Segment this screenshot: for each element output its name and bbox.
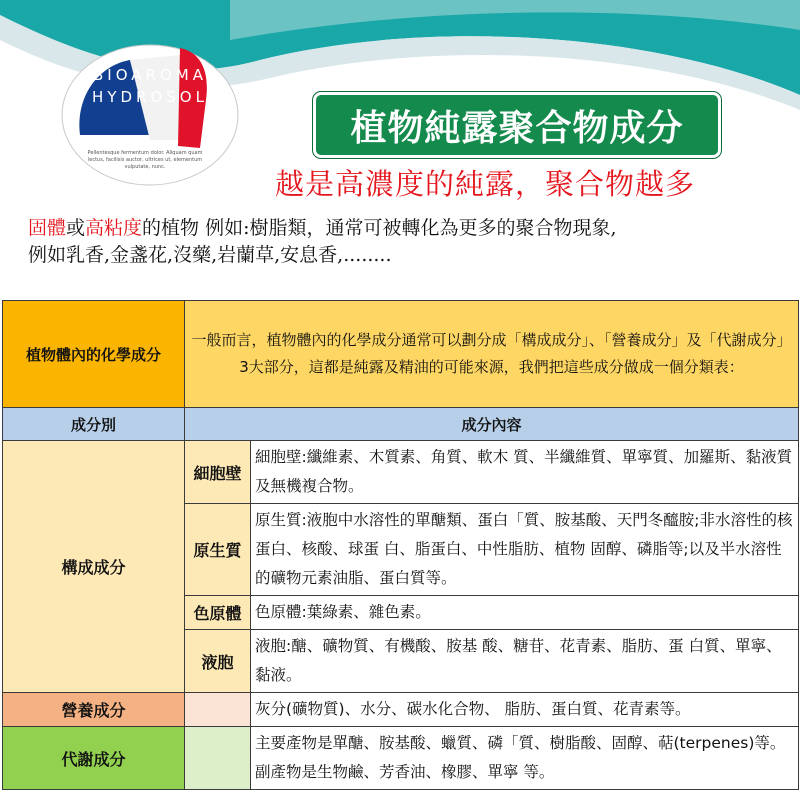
intro-highlight-viscous: 高粘度 [85, 217, 143, 239]
content-vacuole: 液胞:醣、礦物質、有機酸、胺基 酸、糖苷、花青素、脂肪、蛋 白質、單寧、黏液。 [251, 630, 799, 693]
sub-vacuole: 液胞 [185, 630, 251, 693]
col-header-content: 成分內容 [185, 408, 799, 441]
table-row [3, 441, 799, 504]
content-cell-wall: 細胞壁:纖維素、木質素、角質、軟木 質、半纖維質、單寧質、加羅斯、黏液質及無機複合物。 [251, 441, 799, 504]
sub-metabolic-empty [185, 727, 251, 790]
subtitle: 越是高濃度的純露，聚合物越多 [275, 167, 696, 201]
intro-highlight-solid: 固體 [28, 217, 67, 239]
category-metabolic: 代謝成分 [3, 727, 185, 790]
logo-line1: BIOAROMA [93, 66, 207, 84]
logo-line2: HYDROSOL [92, 88, 208, 106]
title-banner [313, 92, 721, 158]
composition-table [2, 300, 799, 790]
content-protoplasm: 原生質:液胞中水溶性的單醣類、蛋白「質、胺基酸、天門冬醯胺;非水溶性的核蛋白、核酸、球蛋 白、脂蛋白、中性脂肪、植物 固醇、磷脂等;以及半水溶性 的礦物元素油脂、蛋白質等。 [251, 504, 799, 596]
table-row [3, 301, 799, 408]
sub-protoplasm: 原生質 [185, 504, 251, 596]
category-nutritional: 營養成分 [3, 693, 185, 727]
page-title: 植物純露聚合物成分 [350, 107, 684, 149]
sub-nutritional-empty [185, 693, 251, 727]
intro-connector: 或 [66, 217, 86, 239]
category-structural: 構成成分 [3, 441, 185, 693]
head-label: 植物體內的化學成分 [3, 301, 185, 408]
intro-rest: 的植物 例如:樹脂類，通常可被轉化為更多的聚合物現象, [142, 217, 617, 239]
head-description: 一般而言，植物體內的化學成分通常可以劃分成「構成成分」、「營養成分」及「代謝成分」3大部分，這都是純露及精油的可能來源，我們把這些成分做成一個分類表： [185, 301, 799, 408]
intro-line1 [28, 215, 798, 242]
sub-cell-wall: 細胞壁 [185, 441, 251, 504]
table-header-row [3, 408, 799, 441]
logo-tagline: Pellentesque fermentum dolor. Aliquam quam lectus, facilisis auctor, ultrices ut, elementum vulputate, nunc. [87, 150, 203, 170]
sub-chromoplast: 色原體 [185, 596, 251, 630]
col-header-category: 成分別 [3, 408, 185, 441]
table-row [3, 727, 799, 790]
content-chromoplast: 色原體:葉綠素、雜色素。 [251, 596, 799, 630]
intro-line2: 例如乳香,金盞花,沒藥,岩蘭草,安息香,........ [28, 244, 392, 266]
content-metabolic: 主要產物是單醣、胺基酸、蠟質、磷「質、樹脂酸、固醇、萜(terpenes)等。 副產物是生物鹼、芳香油、橡膠、單寧 等。 [251, 727, 799, 790]
content-nutritional: 灰分(礦物質)、水分、碳水化合物、 脂肪、蛋白質、花青素等。 [251, 693, 799, 727]
intro-text [28, 215, 798, 269]
logo-wordmark [60, 64, 240, 108]
table-row [3, 693, 799, 727]
